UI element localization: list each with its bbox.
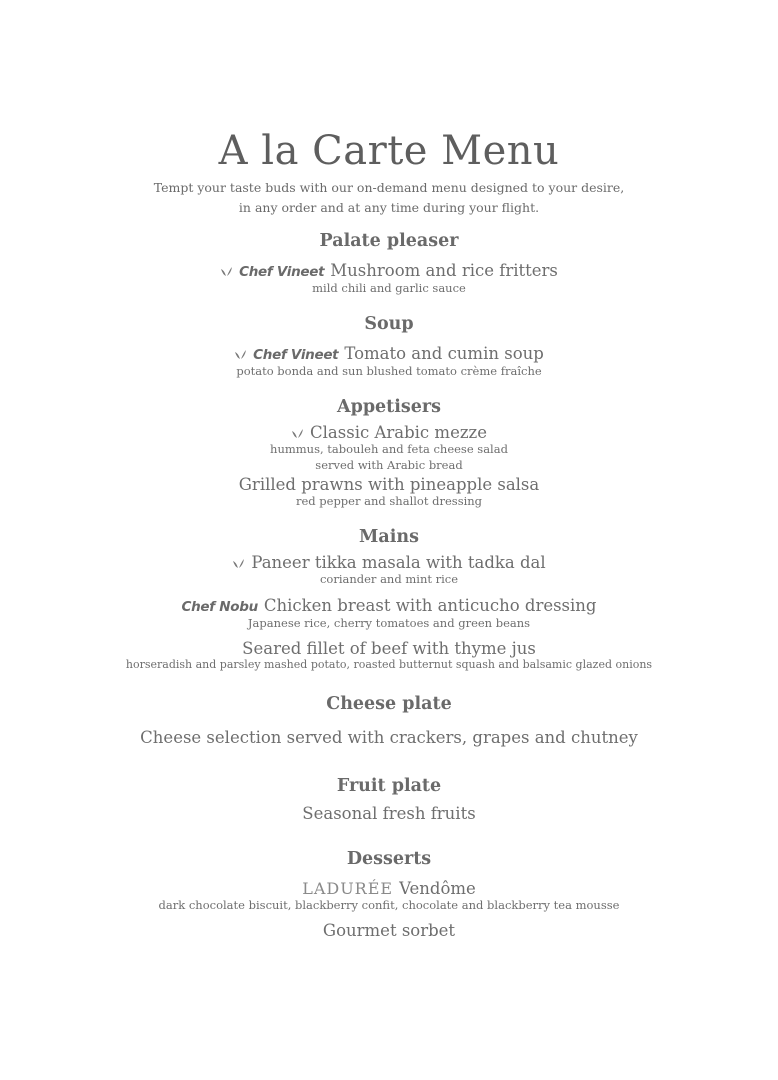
dish-name: Classic Arabic mezze [310, 423, 487, 442]
intro-line-1: Tempt your taste buds with our on-demand menu designed to your desire, [153, 180, 625, 195]
dish-name: Grilled prawns with pineapple salsa [238, 475, 540, 494]
dish-description: red pepper and shallot dressing [295, 494, 483, 508]
page-title: A la Carte Menu [218, 128, 560, 174]
dish-description: coriander and mint rice [319, 572, 459, 586]
dish-tomato-soup [0, 345, 778, 378]
dish-description: dark chocolate biscuit, blackberry confit, chocolate and blackberry tea mousse [158, 898, 620, 912]
dish-beef-fillet [0, 640, 778, 672]
chef-name: Chef Vineet [253, 347, 339, 363]
leaf-icon [291, 428, 304, 439]
dish-description: Japanese rice, cherry tomatoes and green beans [247, 616, 531, 630]
dish-name: Vendôme [399, 879, 476, 898]
dish-laduree-vendome [0, 880, 778, 912]
dish-description: mild chili and garlic sauce [312, 281, 466, 295]
leaf-icon [234, 349, 247, 360]
dish-name: Seasonal fresh fruits [302, 804, 476, 823]
dish-description: potato bonda and sun blushed tomato crème fraîche [236, 364, 542, 378]
dish-name: Tomato and cumin soup [344, 344, 544, 363]
dish-cheese-selection [0, 729, 778, 747]
section-heading-soup: Soup [364, 314, 414, 334]
dish-name: Paneer tikka masala with tadka dal [251, 553, 546, 572]
dish-description-2: served with Arabic bread [315, 458, 463, 472]
dish-mushroom-fritters [0, 262, 778, 295]
dish-name: Cheese selection served with crackers, grapes and chutney [140, 728, 638, 747]
leaf-icon [220, 266, 233, 277]
dish-name: Gourmet sorbet [322, 921, 456, 940]
laduree-brand: LADURÉE [302, 879, 394, 898]
dish-paneer-tikka [0, 554, 778, 586]
dish-name: Chicken breast with anticucho dressing [263, 596, 597, 615]
dish-gourmet-sorbet [0, 922, 778, 940]
dish-name: Seared fillet of beef with thyme jus [242, 639, 536, 658]
intro-line-2: in any order and at any time during your flight. [238, 200, 540, 215]
section-heading-desserts: Desserts [346, 849, 432, 869]
dish-seasonal-fruits [0, 805, 778, 823]
section-heading-mains: Mains [359, 527, 419, 547]
dish-description: hummus, tabouleh and feta cheese salad [270, 442, 508, 456]
section-heading-fruit-plate: Fruit plate [336, 776, 442, 796]
chef-name: Chef Vineet [239, 264, 325, 280]
intro-text [0, 178, 778, 218]
section-heading-cheese-plate: Cheese plate [326, 694, 452, 714]
chef-name: Chef Nobu [181, 599, 258, 615]
dish-chicken-breast [0, 597, 778, 630]
leaf-icon [232, 558, 245, 569]
section-heading-appetisers: Appetisers [337, 397, 441, 417]
dish-arabic-mezze [0, 424, 778, 472]
dish-grilled-prawns [0, 476, 778, 508]
dish-name: Mushroom and rice fritters [330, 261, 558, 280]
section-heading-palate-pleaser: Palate pleaser [319, 231, 459, 251]
dish-description: horseradish and parsley mashed potato, roasted butternut squash and balsamic glazed onions [125, 658, 653, 671]
